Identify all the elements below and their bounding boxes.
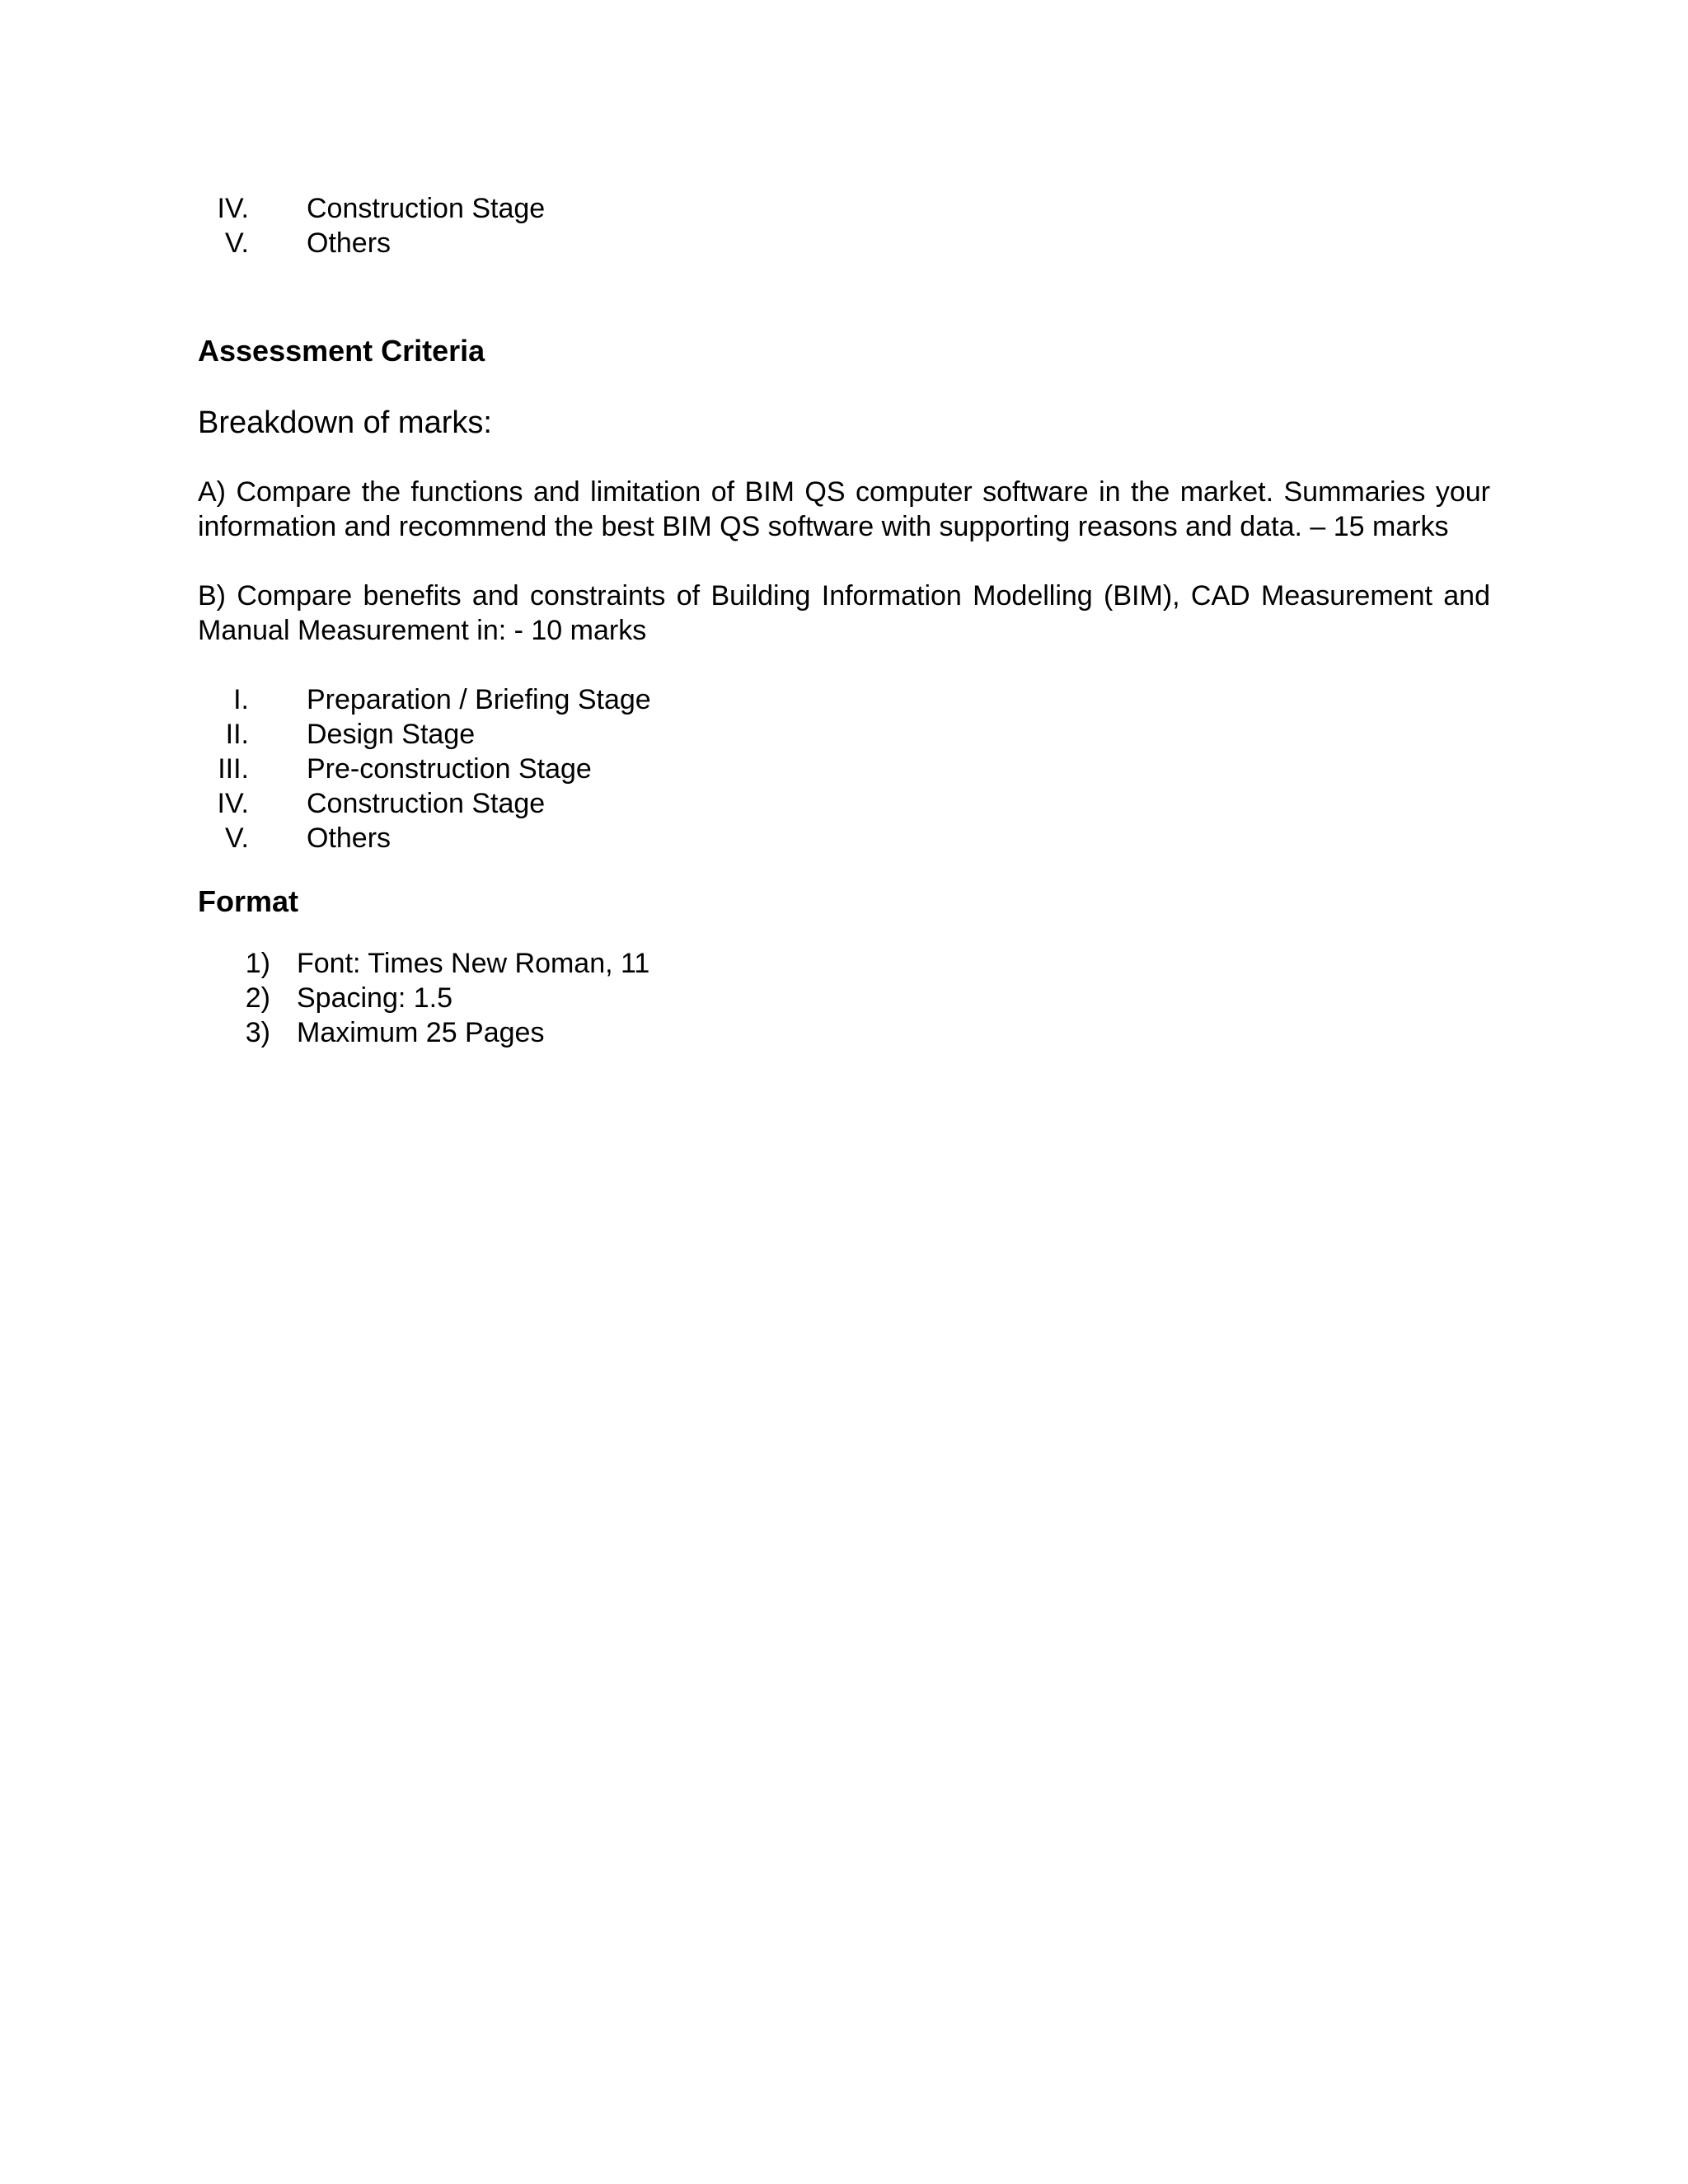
- part-b-paragraph: B) Compare benefits and constraints of Building Information Modelling (BIM), CAD Measurement and Manual Measurement in: - 10 marks: [198, 580, 1490, 646]
- list-text: Construction Stage: [307, 788, 546, 819]
- stage-list: [198, 682, 1490, 855]
- list-marker: IV.: [217, 788, 249, 819]
- list-item: [198, 752, 1490, 786]
- list-marker: 1): [245, 948, 270, 979]
- spacer: [198, 442, 1490, 475]
- document-content: [198, 191, 1490, 1050]
- list-marker: V.: [224, 823, 249, 854]
- list-text: Maximum 25 Pages: [297, 1017, 545, 1048]
- breakdown-label: Breakdown of marks:: [198, 405, 492, 440]
- list-marker: 2): [245, 982, 270, 1014]
- spacer: [198, 920, 1490, 946]
- list-text: Others: [307, 823, 392, 854]
- list-text: Construction Stage: [307, 193, 546, 224]
- list-marker: 3): [245, 1017, 270, 1048]
- format-heading: Format: [198, 884, 299, 918]
- list-marker: IV.: [217, 193, 249, 224]
- list-marker: V.: [224, 227, 249, 259]
- list-text: Design Stage: [307, 719, 476, 750]
- spacer: [198, 369, 1490, 404]
- list-marker: II.: [225, 719, 249, 750]
- spacer: [198, 260, 1490, 333]
- list-marker: III.: [218, 753, 249, 785]
- list-marker: I.: [233, 684, 249, 715]
- top-stage-list: [198, 191, 1490, 260]
- list-item: [198, 1015, 1490, 1050]
- spacer: [198, 544, 1490, 579]
- list-item: [198, 821, 1490, 855]
- list-item: [198, 226, 1490, 260]
- list-text: Pre-construction Stage: [307, 753, 592, 785]
- list-item: [198, 717, 1490, 752]
- list-item: [198, 946, 1490, 981]
- list-item: [198, 682, 1490, 717]
- spacer: [198, 648, 1490, 682]
- assessment-criteria-heading: Assessment Criteria: [198, 334, 485, 368]
- list-item: [198, 191, 1490, 226]
- list-item: [198, 981, 1490, 1015]
- list-text: Preparation / Briefing Stage: [307, 684, 651, 715]
- list-text: Font: Times New Roman, 11: [297, 948, 650, 979]
- list-text: Others: [307, 227, 392, 259]
- list-item: [198, 786, 1490, 821]
- part-a-paragraph: A) Compare the functions and limitation of BIM QS computer software in the market. Summaries your information and recommend the best BIM QS software with supporting reasons and data. – 15 marks: [198, 476, 1490, 542]
- list-text: Spacing: 1.5: [297, 982, 453, 1014]
- spacer: [198, 855, 1490, 883]
- format-list: [198, 946, 1490, 1050]
